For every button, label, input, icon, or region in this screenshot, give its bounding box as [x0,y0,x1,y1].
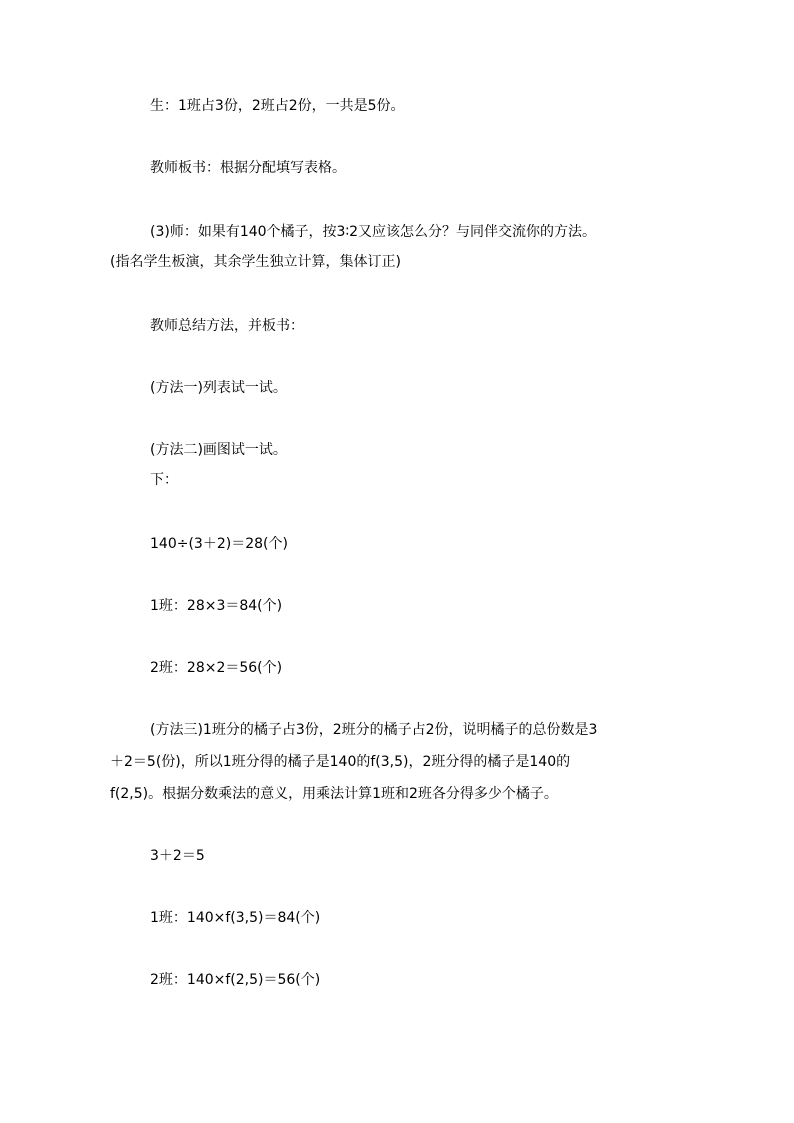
paragraph-question-3: (3)师：如果有140个橘子，按3∶2又应该怎么分？与同伴交流你的方法。 [150,224,597,240]
paragraph-teacher-board: 教师板书：根据分配填写表格。 [150,160,346,176]
paragraph-question-3-note: (指名学生板演，其余学生独立计算，集体订正) [110,254,401,270]
equation-total-parts: 3＋2＝5 [150,848,205,864]
paragraph-method-3-line-2: ＋2＝5(份)，所以1班分得的橘子是140的f(3,5)，2班分得的橘子是140的 [110,754,571,770]
equation-class-1: 1班：28×3＝84(个) [150,598,283,614]
paragraph-method-3-line-1: (方法三)1班分的橘子占3份，2班分的橘子占2份，说明橘子的总份数是3 [150,722,598,738]
equation-class-2: 2班：28×2＝56(个) [150,660,283,676]
equation-fraction-class-2: 2班：140×f(2,5)＝56(个) [150,972,321,988]
equation-fraction-class-1: 1班：140×f(3,5)＝84(个) [150,910,321,926]
paragraph-method-1: (方法一)列表试一试。 [150,380,287,396]
paragraph-below: 下： [150,472,178,488]
equation-total-per-part: 140÷(3＋2)＝28(个) [150,536,288,552]
paragraph-method-3-line-3: f(2,5)。根据分数乘法的意义，用乘法计算1班和2班各分得多少个橘子。 [110,786,558,802]
paragraph-method-2: (方法二)画图试一试。 [150,442,287,458]
paragraph-teacher-summary: 教师总结方法，并板书： [150,318,304,334]
paragraph-student-answer: 生：1班占3份，2班占2份，一共是5份。 [150,98,405,114]
